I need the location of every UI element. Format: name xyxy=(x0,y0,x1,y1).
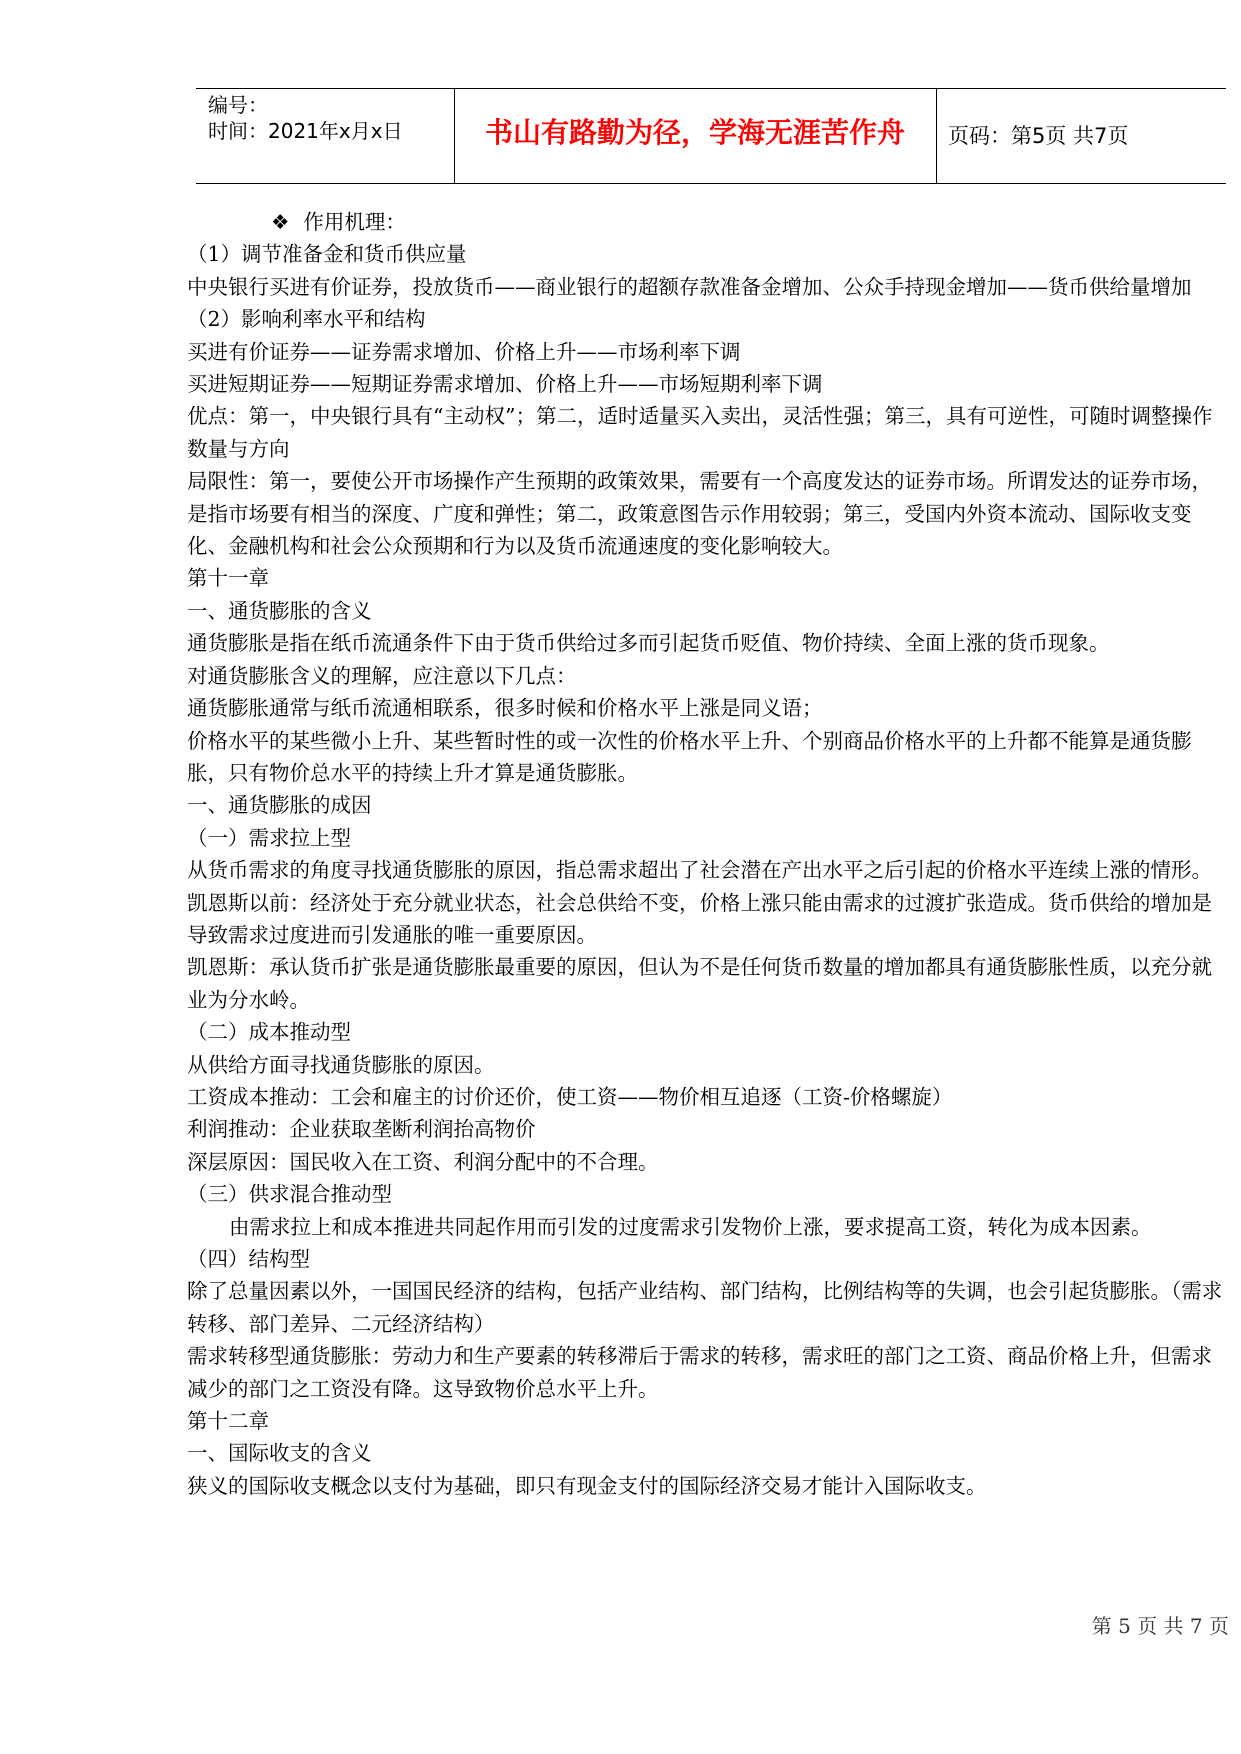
paragraph xyxy=(187,400,1227,465)
paragraph-text: （一）需求拉上型 xyxy=(187,825,351,850)
paragraph xyxy=(187,1470,1227,1502)
paragraph-text: 作用机理： xyxy=(303,210,406,234)
paragraph xyxy=(187,1081,1227,1113)
paragraph-text: 除了总量因素以外，一国国民经济的结构，包括产业结构、部门结构，比例结构等的失调，也会引起货膨胀。（需求转移、部门差异、二元经济结构） xyxy=(187,1279,1223,1336)
paragraph xyxy=(187,1243,1227,1275)
paragraph-text: 需求转移型通货膨胀：劳动力和生产要素的转移滞后于需求的转移，需求旺的部门之工资、商品价格上升，但需求减少的部门之工资没有降。这导致物价总水平上升。 xyxy=(187,1344,1212,1401)
paragraph xyxy=(187,789,1227,821)
paragraph xyxy=(187,660,1227,692)
paragraph-text: （三）供求混合推动型 xyxy=(187,1182,392,1207)
paragraph xyxy=(187,627,1227,659)
paragraph-text: 通货膨胀是指在纸币流通条件下由于货币供给过多而引起货币贬值、物价持续、全面上涨的货币现象。 xyxy=(187,631,1110,656)
document-number-label: 编号： xyxy=(208,93,268,117)
paragraph xyxy=(187,822,1227,854)
paragraph-text: 对通货膨胀含义的理解，应注意以下几点： xyxy=(187,663,577,688)
paragraph-text: 一、通货膨胀的含义 xyxy=(187,598,372,623)
bullet-paragraph xyxy=(187,206,1227,238)
header-page-cell xyxy=(936,89,1226,183)
paragraph-text: （二）成本推动型 xyxy=(187,1020,351,1045)
paragraph xyxy=(187,951,1227,1016)
paragraph-text: 从供给方面寻找通货膨胀的原因。 xyxy=(187,1052,495,1077)
paragraph-text: （2）影响利率水平和结构 xyxy=(187,307,426,332)
paragraph-text: 利润推动：企业获取垄断利润抬高物价 xyxy=(187,1117,536,1142)
paragraph xyxy=(187,1340,1227,1405)
paragraph xyxy=(187,336,1227,368)
paragraph xyxy=(187,1211,1227,1243)
paragraph-text: 中央银行买进有价证券，投放货币——商业银行的超额存款准备金增加、公众手持现金增加——货币供给量增加 xyxy=(187,274,1192,299)
paragraph-text: （四）结构型 xyxy=(187,1247,310,1271)
paragraph-text: 工资成本推动：工会和雇主的讨价还价，使工资——物价相互追逐（工资-价格螺旋） xyxy=(187,1084,953,1109)
paragraph xyxy=(187,725,1227,790)
paragraph xyxy=(187,1275,1227,1340)
paragraph-text: 第十二章 xyxy=(187,1409,269,1434)
paragraph-text: 第十一章 xyxy=(187,566,269,591)
header-motto: 书山有路勤为径，学海无涯苦作舟 xyxy=(484,116,905,149)
paragraph-text: 狭义的国际收支概念以支付为基础，即只有现金支付的国际经济交易才能计入国际收支。 xyxy=(187,1473,987,1498)
paragraph xyxy=(187,692,1227,724)
paragraph-text: 通货膨胀通常与纸币流通相联系，很多时候和价格水平上涨是同义语； xyxy=(187,696,823,721)
paragraph xyxy=(187,1113,1227,1145)
paragraph-text: 一、国际收支的含义 xyxy=(187,1441,372,1466)
paragraph xyxy=(187,238,1227,270)
document-time-label: 时间：2021年x月x日 xyxy=(208,119,403,143)
paragraph-text: 由需求拉上和成本推进共同起作用而引发的过度需求引发物价上涨，要求提高工资，转化为成本因素。 xyxy=(229,1214,1152,1239)
paragraph-text: 一、通货膨胀的成因 xyxy=(187,793,372,818)
paragraph-text: 价格水平的某些微小上升、某些暂时性的或一次性的价格水平上升、个别商品价格水平的上升都不能算是通货膨胀，只有物价总水平的持续上升才算是通货膨胀。 xyxy=(187,728,1192,785)
paragraph-text: 从货币需求的角度寻找通货膨胀的原因，指总需求超出了社会潜在产出水平之后引起的价格水平连续上涨的情形。 xyxy=(187,858,1212,883)
paragraph-text: 优点：第一，中央银行具有“主动权”；第二，适时适量买入卖出，灵活性强；第三，具有可逆性，可随时调整操作数量与方向 xyxy=(187,404,1213,461)
paragraph xyxy=(187,562,1227,594)
page-header xyxy=(196,88,1226,184)
header-motto-cell xyxy=(454,89,937,183)
paragraph xyxy=(187,887,1227,952)
paragraph xyxy=(187,854,1227,886)
paragraph-text: 凯恩斯以前：经济处于充分就业状态，社会总供给不变，价格上涨只能由需求的过渡扩张造成。货币供给的增加是导致需求过度进而引发通胀的唯一重要原因。 xyxy=(187,890,1212,947)
paragraph xyxy=(187,368,1227,400)
paragraph xyxy=(187,271,1227,303)
paragraph-text: 凯恩斯：承认货币扩张是通货膨胀最重要的原因，但认为不是任何货币数量的增加都具有通货膨胀性质，以充分就业为分水岭。 xyxy=(187,955,1212,1012)
paragraph xyxy=(187,595,1227,627)
paragraph xyxy=(187,1146,1227,1178)
document-body xyxy=(187,206,1227,1502)
page-footer: 第 5 页 共 7 页 xyxy=(1091,1614,1229,1638)
paragraph xyxy=(187,1405,1227,1437)
paragraph-text: 买进有价证券——证券需求增加、价格上升——市场利率下调 xyxy=(187,339,741,364)
bullet-diamond-icon: ❖ xyxy=(271,210,290,234)
paragraph xyxy=(187,1178,1227,1210)
header-meta-cell xyxy=(196,89,455,183)
paragraph-text: 局限性：第一，要使公开市场操作产生预期的政策效果，需要有一个高度发达的证券市场。所谓发达的证券市场，是指市场要有相当的深度、广度和弹性；第二，政策意图告示作用较弱；第三，受国内外资本流动、国际收支变化、金融机构和社会公众预期和行为以及货币流通速度的变化影响较大。 xyxy=(187,469,1212,559)
paragraph xyxy=(187,465,1227,562)
paragraph-text: 深层原因：国民收入在工资、利润分配中的不合理。 xyxy=(187,1149,659,1174)
paragraph xyxy=(187,1437,1227,1469)
paragraph xyxy=(187,1016,1227,1048)
paragraph xyxy=(187,1049,1227,1081)
header-page-info: 页码：第5页 共7页 xyxy=(948,124,1129,148)
paragraph-text: 买进短期证券——短期证券需求增加、价格上升——市场短期利率下调 xyxy=(187,372,823,397)
paragraph-text: （1）调节准备金和货币供应量 xyxy=(187,242,467,267)
paragraph xyxy=(187,303,1227,335)
